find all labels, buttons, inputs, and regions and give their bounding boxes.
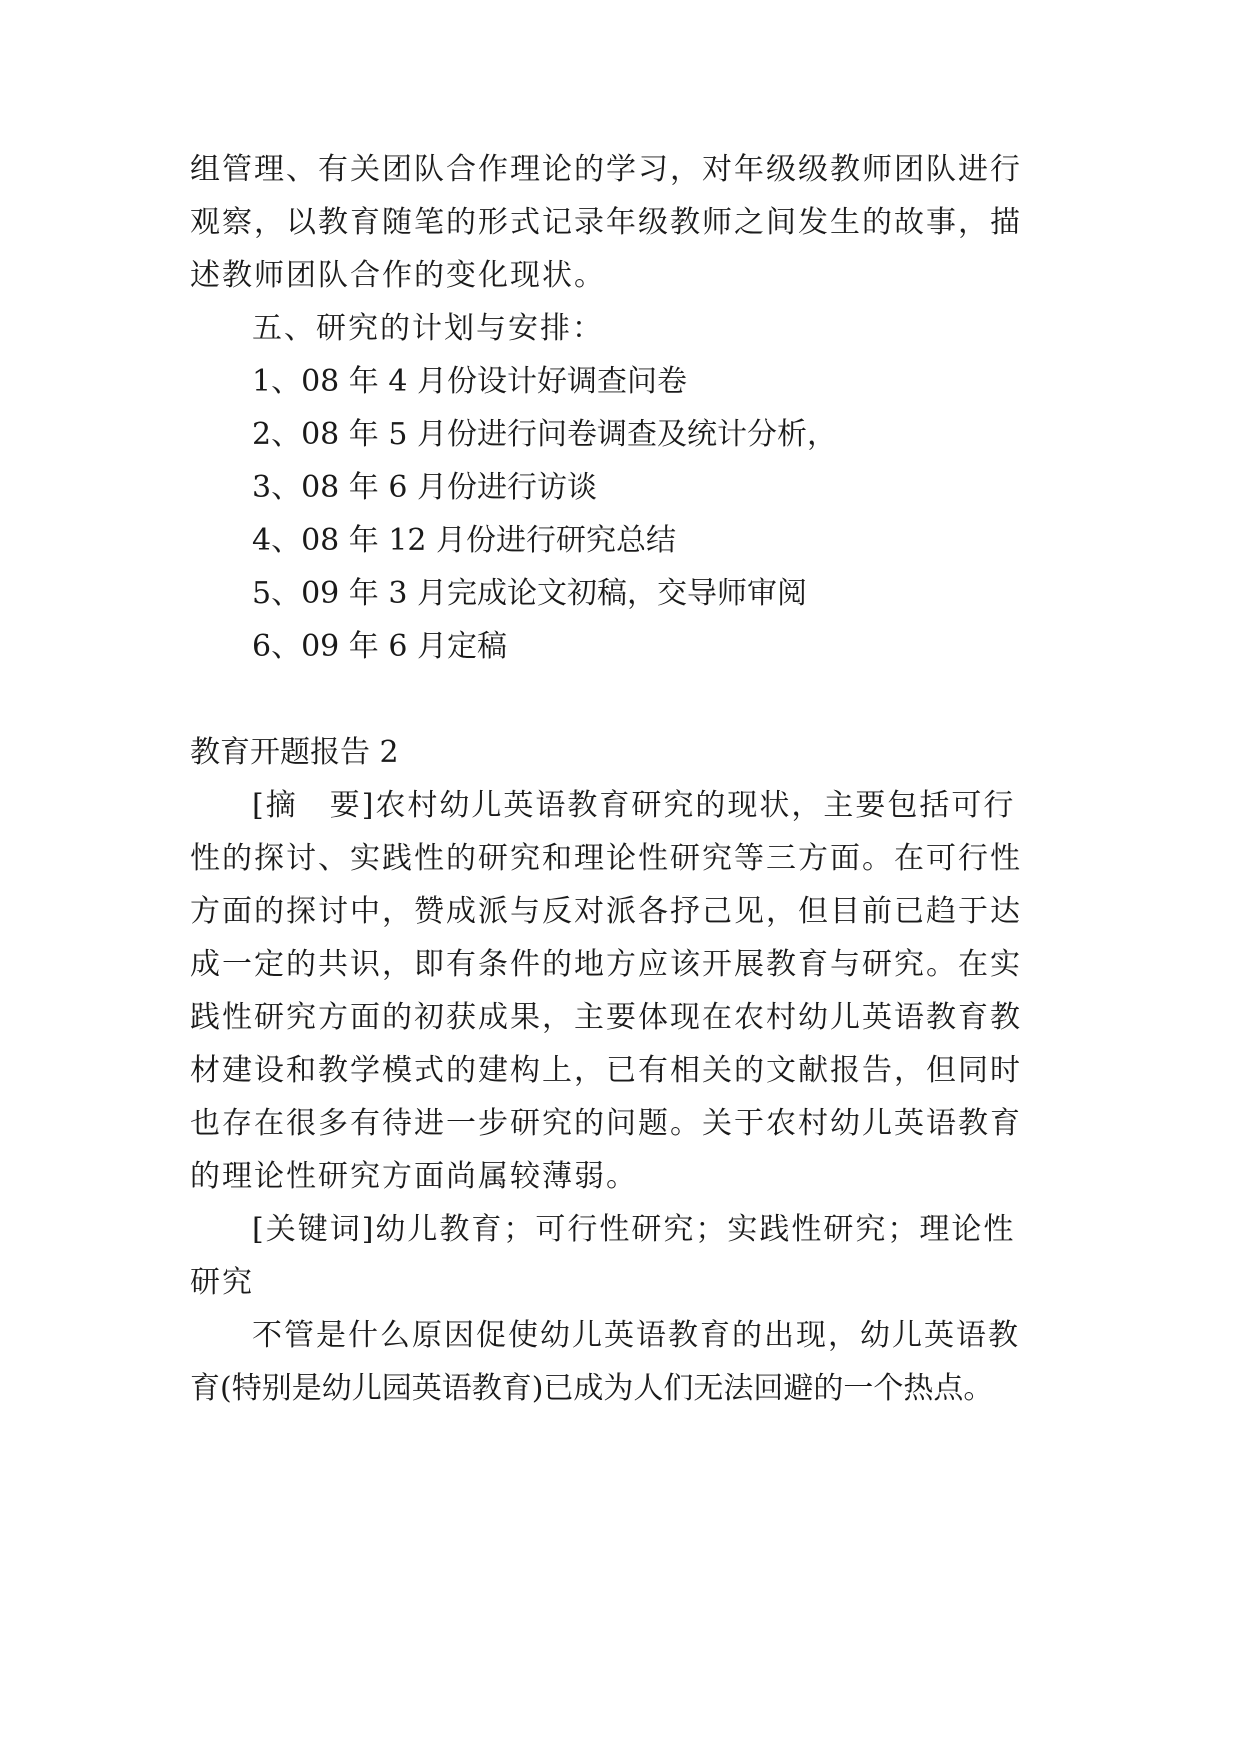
- abstract-line: 性的探讨、实践性的研究和理论性研究等三方面。在可行性: [190, 841, 1022, 876]
- keywords-line: [关键词]幼儿教育；可行性研究；实践性研究；理论性: [252, 1212, 1016, 1247]
- abstract-line: 也存在很多有待进一步研究的问题。关于农村幼儿英语教育: [190, 1106, 1022, 1141]
- abstract-line: 的理论性研究方面尚属较薄弱。: [190, 1159, 638, 1194]
- abstract-line: 成一定的共识，即有条件的地方应该开展教育与研究。在实: [190, 947, 1022, 982]
- paragraph-line: 述教师团队合作的变化现状。: [190, 258, 606, 293]
- abstract-line: [摘 要]农村幼儿英语教育研究的现状，主要包括可行: [252, 788, 1016, 823]
- report-title: 教育开题报告 2: [190, 735, 399, 770]
- plan-item: 6、09 年 6 月定稿: [252, 629, 507, 664]
- plan-item: 5、09 年 3 月完成论文初稿，交导师审阅: [252, 576, 807, 611]
- paragraph-line: 组管理、有关团队合作理论的学习，对年级级教师团队进行: [190, 152, 1022, 187]
- abstract-line: 践性研究方面的初获成果，主要体现在农村幼儿英语教育教: [190, 1000, 1022, 1035]
- keywords-line: 研究: [190, 1265, 254, 1300]
- body-line: 育(特别是幼儿园英语教育)已成为人们无法回避的一个热点。: [190, 1371, 994, 1406]
- section-heading: 五、研究的计划与安排：: [252, 311, 604, 346]
- abstract-line: 材建设和教学模式的建构上，已有相关的文献报告，但同时: [190, 1053, 1022, 1088]
- plan-item: 1、08 年 4 月份设计好调查问卷: [252, 364, 687, 399]
- abstract-line: 方面的探讨中，赞成派与反对派各抒己见，但目前已趋于达: [190, 894, 1022, 929]
- plan-item: 3、08 年 6 月份进行访谈: [252, 470, 597, 505]
- paragraph-line: 观察，以教育随笔的形式记录年级教师之间发生的故事，描: [190, 205, 1022, 240]
- plan-item: 2、08 年 5 月份进行问卷调查及统计分析，: [252, 417, 837, 452]
- body-line: 不管是什么原因促使幼儿英语教育的出现，幼儿英语教: [252, 1318, 1020, 1353]
- plan-item: 4、08 年 12 月份进行研究总结: [252, 523, 677, 558]
